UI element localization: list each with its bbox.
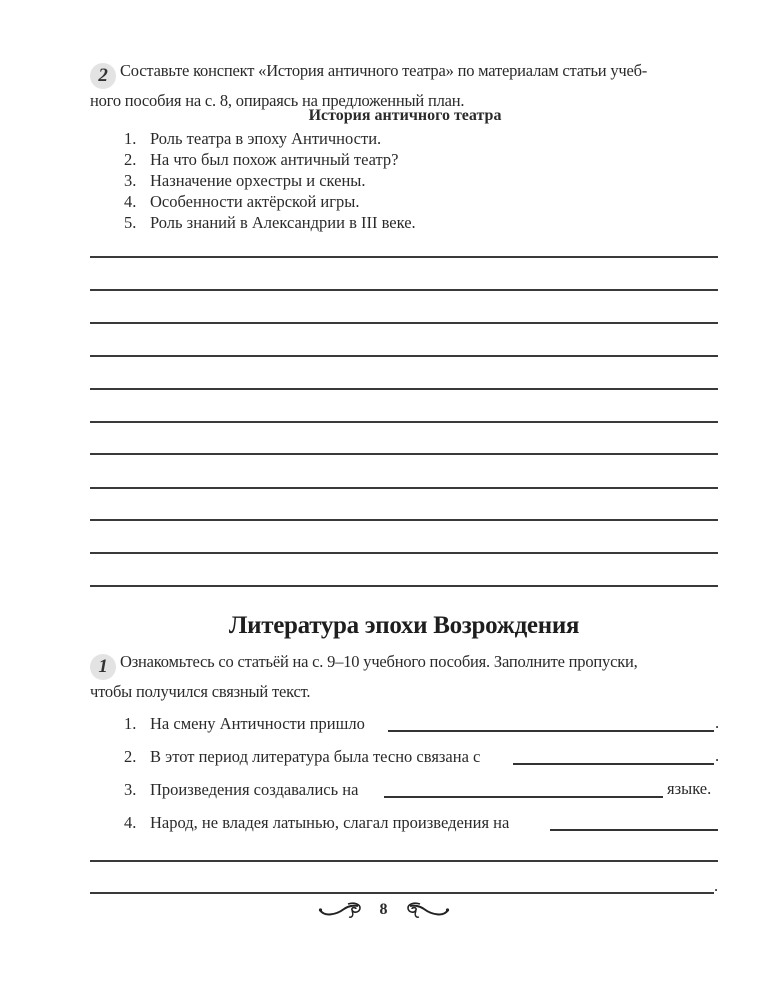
fill-in-item-3: 3. Произведения создавались на: [124, 780, 359, 799]
plan-list: [124, 128, 416, 233]
task-2-line-1: 2 Составьте конспект «История античного театра» по материалам статьи учеб-: [90, 60, 730, 89]
plan-item: 2. На что был похож античный театр?: [124, 150, 399, 169]
writing-line[interactable]: [90, 487, 718, 489]
fill-in-punctuation: .: [715, 713, 720, 732]
task-2-instructions: [90, 60, 730, 112]
task-number-badge: 2: [90, 63, 116, 89]
writing-line[interactable]: [90, 388, 718, 390]
fill-in-suffix: языке.: [667, 779, 712, 798]
fill-in-punctuation: .: [715, 746, 720, 765]
fill-in-blank-1[interactable]: [388, 730, 714, 732]
right-flourish-icon: [404, 900, 450, 920]
writing-line[interactable]: [90, 322, 718, 324]
fill-in-blank-2[interactable]: [513, 763, 714, 765]
fill-in-blank-4[interactable]: [550, 829, 718, 831]
task-1-instructions: [90, 651, 730, 703]
section-title: Литература эпохи Возрождения: [228, 612, 580, 639]
plan-title: История античного театра: [308, 107, 502, 124]
plan-item: 1. Роль театра в эпоху Античности.: [124, 129, 382, 148]
fill-in-item-2: 2. В этот период литература была тесно связана с: [124, 747, 481, 766]
fill-in-item-4: 4. Народ, не владея латынью, слагал произведения на: [124, 813, 510, 832]
writing-line[interactable]: [90, 892, 714, 894]
fill-in-item-1: 1. На смену Античности пришло: [124, 714, 365, 733]
writing-line[interactable]: [90, 585, 718, 587]
writing-line[interactable]: [90, 519, 718, 521]
final-punctuation: .: [714, 876, 719, 895]
plan-item: 3. Назначение орхестры и скены.: [124, 171, 366, 190]
task-number-badge: 1: [90, 654, 116, 680]
left-flourish-icon: [318, 900, 364, 920]
page-footer: [0, 900, 767, 920]
fill-in-blank-3[interactable]: [384, 796, 663, 798]
writing-line[interactable]: [90, 421, 718, 423]
writing-line[interactable]: [90, 355, 718, 357]
task-1-line-1: 1 Ознакомьтесь со статьёй на с. 9–10 учебного пособия. Заполните пропуски,: [90, 651, 730, 680]
writing-line[interactable]: [90, 289, 718, 291]
writing-line[interactable]: [90, 552, 718, 554]
writing-line[interactable]: [90, 453, 718, 455]
writing-line[interactable]: [90, 256, 718, 258]
plan-item: 5. Роль знаний в Александрии в III веке.: [124, 213, 416, 232]
writing-line[interactable]: [90, 860, 718, 862]
task-1-line-2: чтобы получился связный текст.: [90, 682, 311, 701]
page-number: 8: [379, 901, 388, 918]
plan-item: 4. Особенности актёрской игры.: [124, 192, 360, 211]
task-2-line-2: ного пособия на с. 8, опираясь на предложенный план.: [90, 91, 465, 110]
